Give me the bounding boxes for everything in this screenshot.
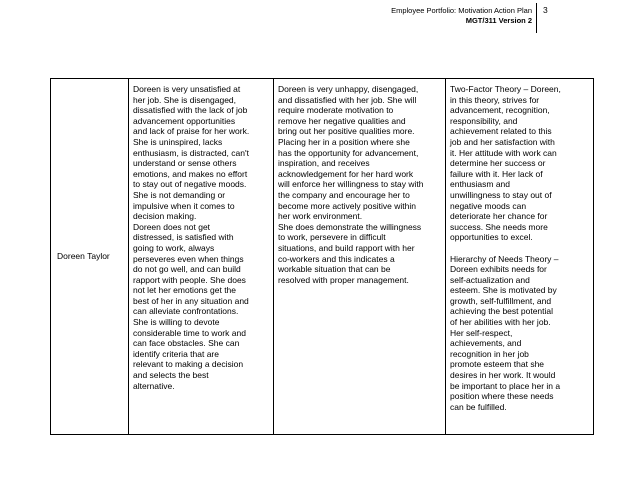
document-subtitle: MGT/311 Version 2 <box>465 16 532 25</box>
employee-name-cell <box>51 79 129 435</box>
paragraph-gap <box>450 243 589 254</box>
page-number: 3 <box>543 5 548 15</box>
theory-cell <box>446 79 594 435</box>
analysis-cell <box>274 79 446 435</box>
hierarchy-of-needs-text: Hierarchy of Needs Theory – Doreen exhibits needs for self-actualization and esteem. She is motivated by growth, self-fulfillment, and achieving the best potential of her abilities with her job. Her self-respect, achievements, and recognition in her job promote esteem that she desires in her work. It would be important to place her in a position where these needs can be fulfilled. <box>450 253 561 412</box>
page-header <box>300 6 532 26</box>
two-factor-theory-text: Two-Factor Theory – Doreen, in this theory, strives for advancement, recognition, responsibility, and achievement related to this job and her satisfaction with it. Her attitude with work can determine her success or failure with it. Her lack of enthusiasm and unwillingness to stay out of negative moods can deteriorate her chance for success. She needs more opportunities to excel. <box>450 84 561 243</box>
assessment-text: Doreen is very unsatisfied at her job. She is disengaged, dissatisfied with the lack of job advancement opportunities and lack of praise for her work. She is uninspired, lacks enthusiasm, is distracted, can't understand or sense others emotions, and makes no effort to stay out of negative moods. She is not demanding or impulsive when it comes to decision making. Doreen does not get distressed, is satisfied with going to work, always perseveres even when things do not go well, and can build rapport with people. She does not let her emotions get the best of her in any situation and can alleviate confrontations. She is willing to devote considerable time to work and can face obstacles. She can identify criteria that are relevant to making a decision and selects the best alternative. <box>133 84 250 391</box>
table-row <box>51 79 594 435</box>
analysis-text: Doreen is very unhappy, disengaged, and dissatisfied with her job. She will require moderate motivation to remove her negative qualities and bring out her positive qualities more. Placing her in a position where she has the opportunity for advancement, inspiration, and receives acknowledgement for her hard work will enforce her willingness to stay with the company and encourage her to become more actively positive within her work environment. She does demonstrate the willingness to work, persevere in difficult situations, and build rapport with her co-workers and this indicates a workable situation that can be resolved with proper management. <box>278 84 424 285</box>
header-divider <box>536 3 537 33</box>
document-title: Employee Portfolio: Motivation Action Plan <box>391 6 532 15</box>
assessment-cell <box>129 79 274 435</box>
motivation-table <box>50 78 594 435</box>
employee-name: Doreen Taylor <box>57 251 110 262</box>
